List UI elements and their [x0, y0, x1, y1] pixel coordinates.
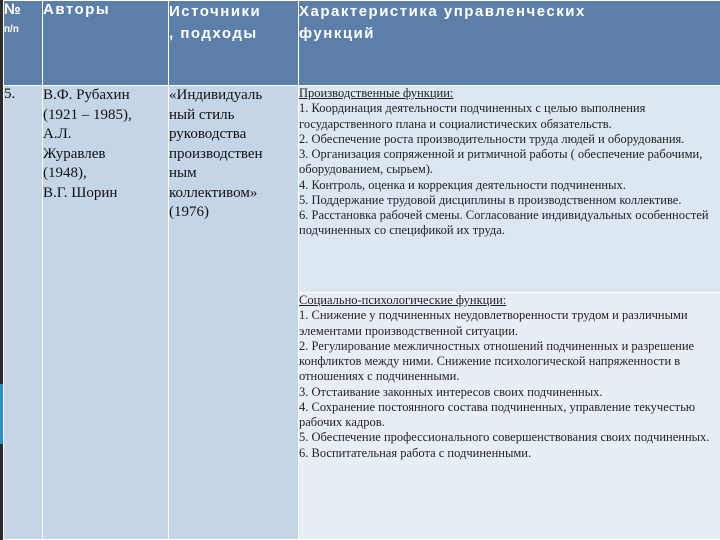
social-functions-title: Социально-психологические функции:	[299, 293, 507, 307]
header-sources-line: Источники	[169, 3, 262, 20]
source-line: руководства	[169, 126, 247, 142]
social-function-item: 1. Снижение у подчиненных неудовлетворенности трудом и различными элементами производственной ситуации.	[299, 308, 688, 338]
functions-table	[3, 0, 720, 540]
table-header-row	[4, 1, 720, 86]
table-row	[4, 86, 720, 293]
social-function-item: 5. Обеспечение профессионального совершенствования своих подчиненных.	[299, 430, 710, 445]
source-line: ный стиль	[169, 106, 235, 123]
header-characteristic-line: Характеристика управленческих	[299, 3, 586, 20]
author-line: В.Г. Шорин	[43, 184, 118, 201]
production-function-item: 6. Расстановка рабочей смены. Согласование индивидуальных особенностей подчиненных со спецификой их труда.	[299, 208, 709, 238]
author-line: Журавлев	[43, 145, 106, 162]
header-number-label: №	[4, 1, 23, 18]
source-line: коллективом»	[169, 184, 258, 201]
header-number-sub: п/п	[4, 24, 19, 35]
source-line: (1976)	[169, 204, 209, 220]
production-function-item: 4. Контроль, оценка и коррекция деятельности подчиненных.	[299, 177, 626, 192]
source-line: ным	[169, 165, 197, 181]
author-line: А.Л.	[43, 126, 72, 142]
header-number	[4, 1, 43, 86]
production-function-item: 3. Организация сопряженной и ритмичной работы ( обеспечение рабочими, оборудованием, сырьем).	[299, 147, 703, 177]
author-line: (1921 – 1985),	[43, 106, 132, 123]
production-functions-cell	[299, 86, 720, 293]
social-function-item: 6. Воспитательная работа с подчиненными.	[299, 445, 532, 460]
social-function-item: 4. Сохранение постоянного состава подчиненных, управление текучестью рабочих кадров.	[299, 399, 696, 429]
row-authors	[43, 86, 169, 540]
header-characteristic	[299, 1, 720, 86]
author-line: В.Ф. Рубахин	[43, 87, 130, 103]
source-line: «Индивидуаль	[169, 87, 263, 103]
social-function-item: 2. Регулирование межличностных отношений подчиненных и разрешение конфликтов между ними. Снижение психологической напряженности в отношениях с подчиненными.	[299, 338, 695, 384]
row-number: 5.	[4, 86, 43, 540]
production-function-item: 2. Обеспечение роста производительности труда людей и оборудования.	[299, 131, 685, 146]
social-functions-cell	[299, 293, 720, 540]
header-sources	[169, 1, 299, 86]
production-functions-title: Производственные функции:	[299, 86, 454, 100]
header-characteristic-line: функций	[299, 24, 376, 42]
source-line: производствен	[169, 145, 263, 162]
row-sources	[169, 86, 299, 540]
social-function-item: 3. Отстаивание законных интересов своих подчиненных.	[299, 384, 603, 399]
production-function-item: 5. Поддержание трудовой дисциплины в производственном коллективе.	[299, 192, 682, 207]
header-sources-line: , подходы	[169, 24, 258, 42]
production-function-item: 1. Координация деятельности подчиненных с целью выполнения государственного плана и социалистических обязательств.	[299, 101, 646, 131]
header-authors: Авторы	[43, 1, 169, 86]
author-line: (1948),	[43, 165, 87, 181]
